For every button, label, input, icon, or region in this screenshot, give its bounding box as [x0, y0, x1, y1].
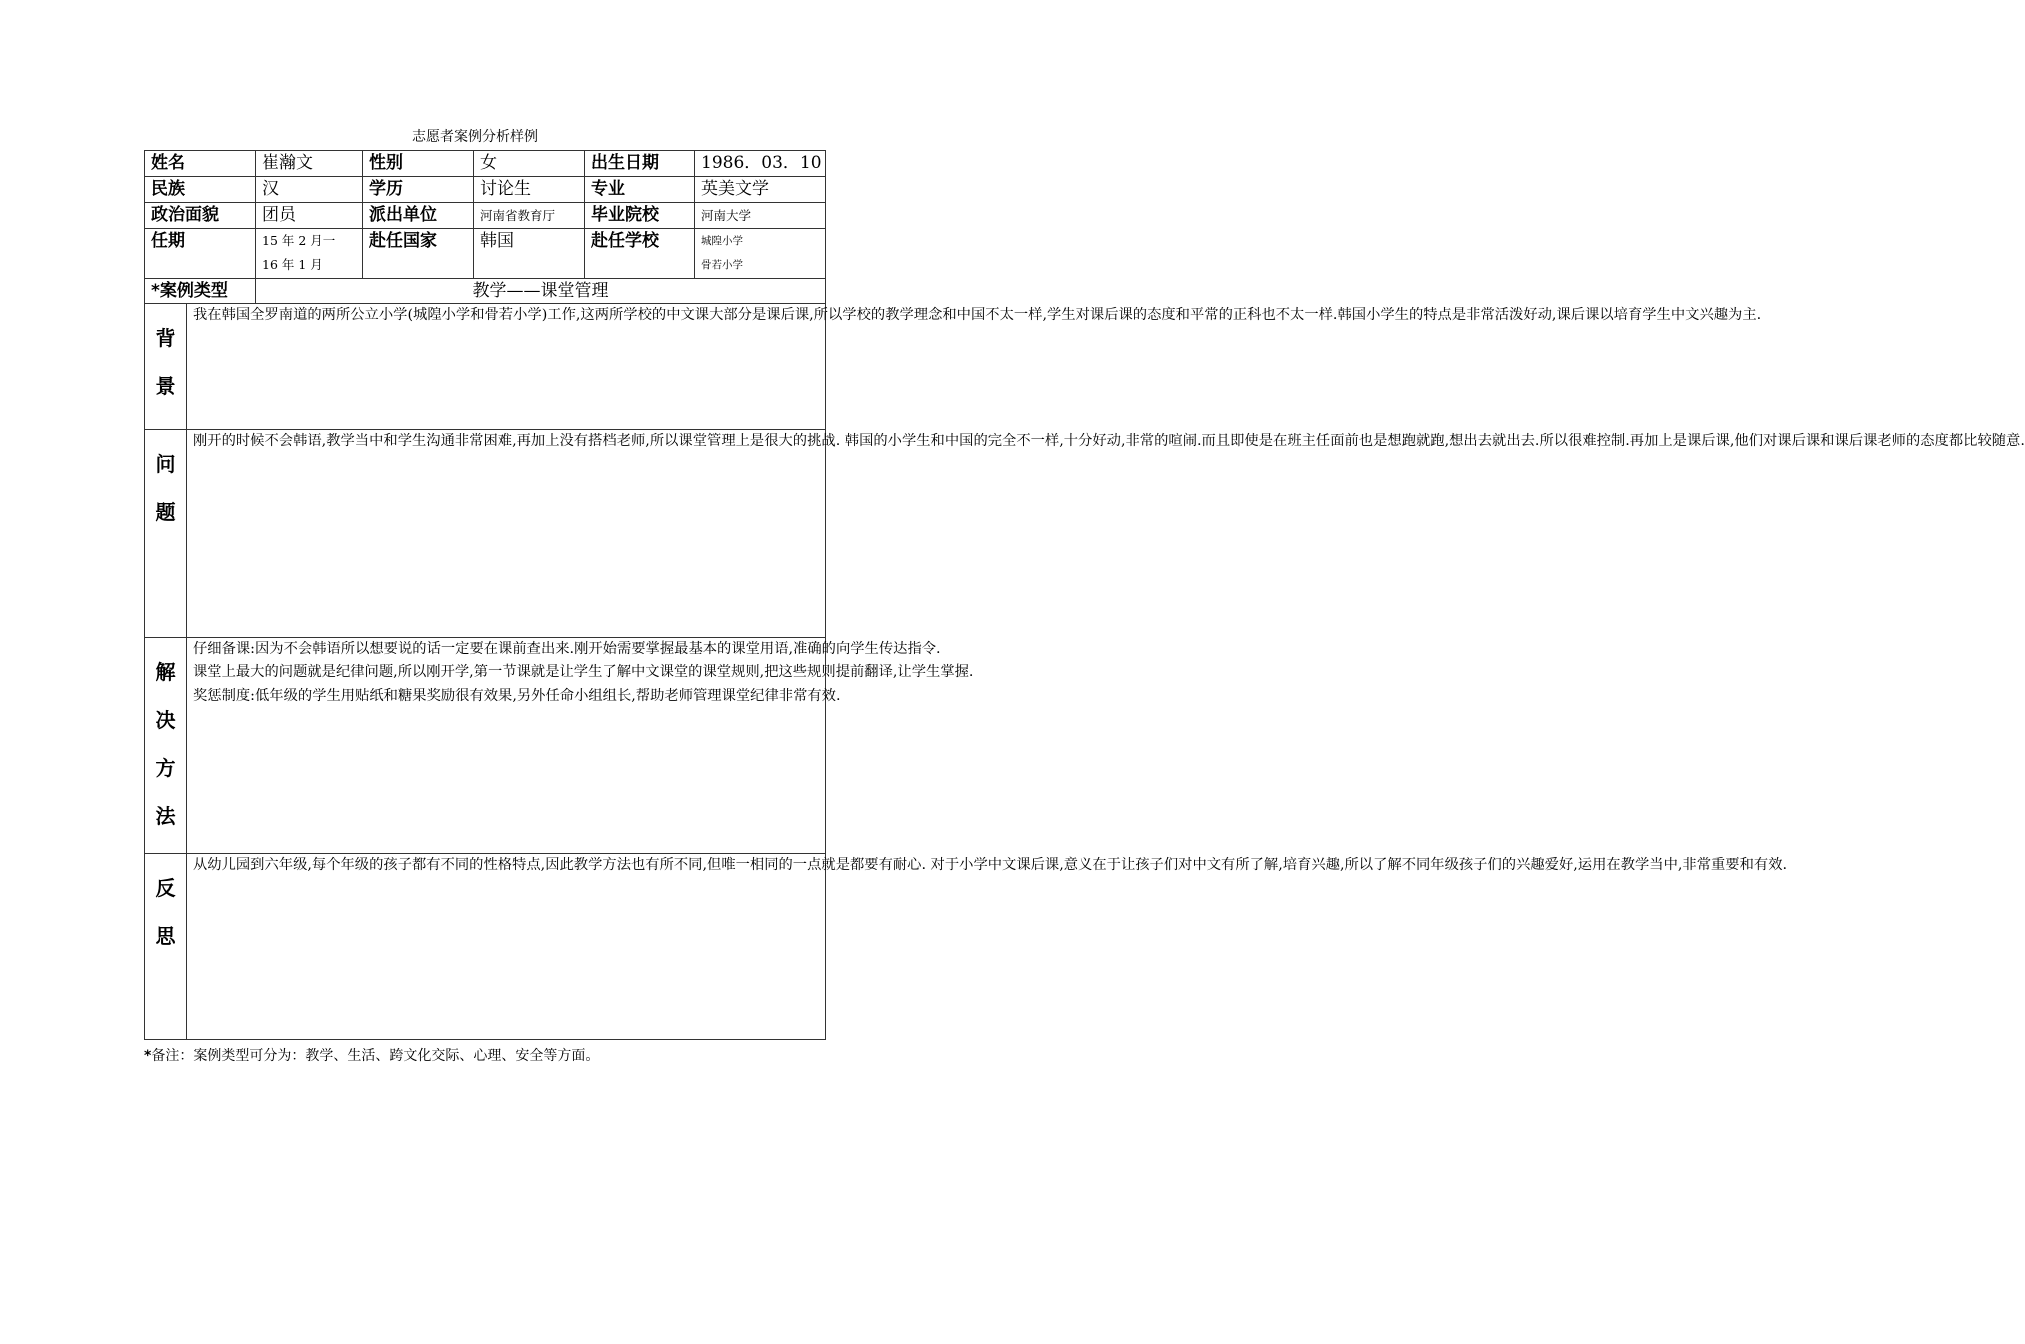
ethnicity-label: 民族 [145, 177, 256, 203]
case-type-label: *案例类型 [145, 279, 256, 304]
solution-paragraph: 仔细备课:因为不会韩语所以想要说的话一定要在课前查出来.刚开始需要掌握最基本的课堂用语,准确的向学生传达指令. [193, 641, 941, 657]
footnote [144, 1045, 599, 1065]
term-value [256, 229, 363, 279]
ethnicity-value: 汉 [256, 177, 363, 203]
case-analysis-table [144, 150, 2025, 1040]
gender-label: 性别 [363, 151, 474, 177]
background-label [145, 304, 187, 430]
background-text [187, 304, 1762, 430]
row-term [145, 229, 826, 279]
row-politics [145, 203, 826, 229]
term-line-1: 15 年 2 月一 [262, 233, 336, 248]
major-label: 专业 [585, 177, 695, 203]
school-label: 赴任学校 [585, 229, 695, 279]
education-label: 学历 [363, 177, 474, 203]
birth-value: 1986．03．10 [695, 151, 826, 177]
solution-label [145, 638, 187, 854]
name-label: 姓名 [145, 151, 256, 177]
row-name [145, 151, 826, 177]
footnote-text: 备注：案例类型可分为：教学、生活、跨文化交际、心理、安全等方面。 [151, 1048, 600, 1064]
problem-text [187, 430, 2025, 638]
term-line-2: 16 年 1 月 [262, 257, 323, 272]
problem-paragraph: 刚开的时候不会韩语,教学当中和学生沟通非常困难,再加上没有搭档老师,所以课堂管理上是很大的挑战. 韩国的小学生和中国的完全不一样,十分好动,非常的喧闹.而且即使是在班主任面前也是想跑就跑,想出去就出去.所以很难控制.再加上是课后课,他们对课后课和课后课老师的态度都比较随意. [193, 433, 2025, 449]
country-value: 韩国 [474, 229, 585, 279]
reflection-label-char: 思 [155, 924, 176, 948]
problem-label-char: 问 [155, 452, 176, 476]
name-value: 崔瀚文 [256, 151, 363, 177]
birth-label: 出生日期 [585, 151, 695, 177]
country-label: 赴任国家 [363, 229, 474, 279]
dispatch-value: 河南省教育厅 [474, 203, 585, 229]
solution-label-char: 方 [155, 756, 176, 780]
solution-text [187, 638, 974, 854]
major-value: 英美文学 [695, 177, 826, 203]
row-problem [145, 430, 826, 638]
document-title: 志愿者案例分析样例 [412, 129, 538, 145]
education-value: 讨论生 [474, 177, 585, 203]
solution-label-char: 法 [155, 804, 176, 828]
politics-value: 团员 [256, 203, 363, 229]
row-background [145, 304, 826, 430]
term-label: 任期 [145, 229, 256, 279]
graduated-value: 河南大学 [695, 203, 826, 229]
reflection-label-char: 反 [155, 876, 176, 900]
background-paragraph: 我在韩国全罗南道的两所公立小学(城隍小学和骨若小学)工作,这两所学校的中文课大部分是课后课,所以学校的教学理念和中国不太一样,学生对课后课的态度和平常的正科也不太一样.韩国小学生的特点是非常活泼好动,课后课以培育学生中文兴趣为主. [193, 307, 1762, 323]
solution-label-char: 决 [155, 708, 176, 732]
gender-value: 女 [474, 151, 585, 177]
dispatch-label: 派出单位 [363, 203, 474, 229]
graduated-label: 毕业院校 [585, 203, 695, 229]
politics-label: 政治面貌 [145, 203, 256, 229]
row-ethnicity [145, 177, 826, 203]
case-type-value: 教学——课堂管理 [256, 279, 826, 304]
solution-paragraph: 课堂上最大的问题就是纪律问题,所以刚开学,第一节课就是让学生了解中文课堂的课堂规则,把这些规则提前翻译,让学生掌握. [193, 664, 974, 681]
reflection-label [145, 854, 187, 1040]
problem-label [145, 430, 187, 638]
footnote-star: * [144, 1048, 152, 1064]
row-reflection [145, 854, 826, 1040]
background-label-char: 景 [155, 374, 176, 398]
school-value [695, 229, 826, 279]
problem-label-char: 题 [155, 500, 176, 524]
row-solution [145, 638, 826, 854]
reflection-paragraph: 从幼儿园到六年级,每个年级的孩子都有不同的性格特点,因此教学方法也有所不同,但唯一相同的一点就是都要有耐心. 对于小学中文课后课,意义在于让孩子们对中文有所了解,培育兴趣,所以了解不同年级孩子们的兴趣爱好,运用在教学当中,非常重要和有效. [193, 857, 1788, 873]
background-label-char: 背 [155, 326, 176, 350]
school-line-2: 骨若小学 [701, 259, 743, 271]
reflection-text [187, 854, 1788, 1040]
row-case-type [145, 279, 826, 304]
solution-label-char: 解 [155, 660, 176, 684]
school-line-1: 城隍小学 [701, 235, 743, 247]
solution-paragraph: 奖惩制度:低年级的学生用贴纸和糖果奖励很有效果,另外任命小组组长,帮助老师管理课堂纪律非常有效. [193, 687, 841, 704]
